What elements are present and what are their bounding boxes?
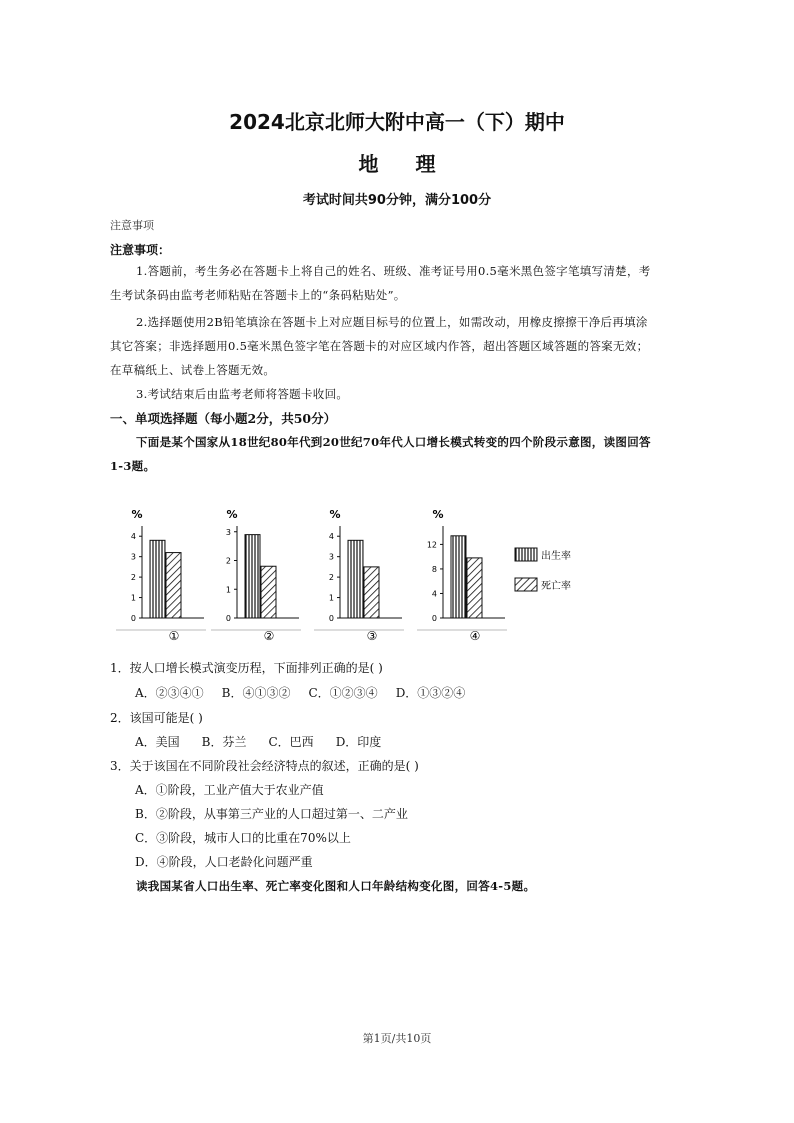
panel-1-stage-label: ① xyxy=(168,629,180,643)
panel-1-y-tick-label: 3 xyxy=(130,552,136,562)
panel-1-y-tick-label: 1 xyxy=(130,593,136,603)
panel-4-unit-label: % xyxy=(432,508,444,521)
panel-3-y-tick-label: 4 xyxy=(328,532,334,542)
panel-2-bar-death-rate xyxy=(261,566,276,618)
panel-1-y-tick-label: 4 xyxy=(130,532,136,542)
section-1-intro-line-1: 下面是某个国家从18世纪80年代到20世纪70年代人口增长模式转变的四个阶段示意图，读图回答 xyxy=(136,435,651,449)
exam-info: 考试时间共90分钟，满分100分 xyxy=(302,193,492,208)
panel-1-bar-death-rate xyxy=(166,553,181,618)
panel-2-bar-birth-rate xyxy=(245,535,260,618)
notice-item-2-line-1: 2.选择题使用2B铅笔填涂在答题卡上对应题目标号的位置上，如需改动，用橡皮擦擦干净后再填涂 xyxy=(136,315,648,329)
page-title: 2024北京北师大附中高一（下）期中 xyxy=(229,110,565,134)
question-3-option-c[interactable]: C．③阶段，城市人口的比重在70%以上 xyxy=(135,831,351,845)
section-1-heading: 一、单项选择题（每小题2分，共50分） xyxy=(110,411,337,426)
question-3-stem: 3．关于该国在不同阶段社会经济特点的叙述，正确的是( ) xyxy=(110,759,419,773)
notice-small-label: 注意事项 xyxy=(110,219,154,232)
question-1-option-b[interactable]: B．④①③② xyxy=(221,686,291,700)
panel-4-y-tick-label: 8 xyxy=(431,564,437,574)
panel-2-y-tick-label: 0 xyxy=(225,614,231,623)
panel-2-unit-label: % xyxy=(226,508,238,521)
notice-item-2-line-3: 在草稿纸上、试卷上答题无效。 xyxy=(110,363,276,377)
panel-2-stage-label: ② xyxy=(263,629,275,643)
panel-2-y-tick-label: 3 xyxy=(225,527,231,537)
panel-4-y-tick-label: 12 xyxy=(426,540,437,550)
notice-heading: 注意事项： xyxy=(110,243,171,257)
question-3-option-a[interactable]: A．①阶段，工业产值大于农业产值 xyxy=(135,783,324,797)
panel-1-bar-birth-rate xyxy=(150,540,165,618)
page-number: 第1页/共10页 xyxy=(362,1032,432,1045)
panel-4-y-tick-label: 4 xyxy=(431,589,437,599)
legend-birth-rate-label: 出生率 xyxy=(541,551,571,562)
panel-3-y-tick-label: 0 xyxy=(328,614,334,623)
panel-3-bar-death-rate xyxy=(364,567,379,618)
panel-3-bar-birth-rate xyxy=(348,540,363,618)
notice-item-2-line-2: 其它答案；非选择题用0.5毫米黑色签字笔在答题卡的对应区域内作答，超出答题区域答题的答案无效； xyxy=(110,339,649,353)
question-2-option-a[interactable]: A．美国 xyxy=(135,735,180,749)
panel-2-y-tick-label: 2 xyxy=(225,556,231,566)
question-2-option-d[interactable]: D．印度 xyxy=(335,735,382,749)
notice-item-1-line-2: 生考试条码由监考老师粘贴在答题卡上的“条码粘贴处”。 xyxy=(110,288,406,302)
next-questions-intro: 读我国某省人口出生率、死亡率变化图和人口年龄结构变化图，回答4-5题。 xyxy=(136,879,536,893)
panel-4-bar-death-rate xyxy=(467,558,482,618)
question-1-option-a[interactable]: A．②③④① xyxy=(135,686,204,700)
legend-death-rate-label: 死亡率 xyxy=(541,581,571,592)
panel-3-unit-label: % xyxy=(329,508,341,521)
legend-death-rate-swatch xyxy=(515,578,537,591)
panel-2-y-tick-label: 1 xyxy=(225,585,231,595)
section-1-intro-line-2: 1-3题。 xyxy=(110,459,156,473)
panel-4-bar-birth-rate xyxy=(451,536,466,618)
panel-1-unit-label: % xyxy=(131,508,143,521)
question-3-option-b[interactable]: B．②阶段，从事第三产业的人口超过第一、二产业 xyxy=(135,807,408,821)
panel-3-y-tick-label: 1 xyxy=(328,593,334,603)
question-1-options xyxy=(135,684,483,701)
question-1-option-d[interactable]: D．①③②④ xyxy=(395,686,466,700)
question-2-option-b[interactable]: B．芬兰 xyxy=(201,735,247,749)
question-2-options xyxy=(135,733,399,750)
panel-3-stage-label: ③ xyxy=(366,629,378,643)
question-2-stem: 2．该国可能是( ) xyxy=(110,711,203,725)
question-1-option-c[interactable]: C．①②③④ xyxy=(308,686,378,700)
notice-item-3: 3.考试结束后由监考老师将答题卡收回。 xyxy=(136,387,349,401)
question-3-option-d[interactable]: D．④阶段，人口老龄化问题严重 xyxy=(135,855,313,869)
panel-1-y-tick-label: 2 xyxy=(130,573,136,583)
panel-4-stage-label: ④ xyxy=(469,629,481,643)
legend-birth-rate-swatch xyxy=(515,548,537,561)
question-2-option-c[interactable]: C．巴西 xyxy=(268,735,314,749)
subject-title: 地 理 xyxy=(358,152,436,176)
population-stage-chart xyxy=(110,488,590,650)
panel-3-y-tick-label: 3 xyxy=(328,552,334,562)
panel-1-y-tick-label: 0 xyxy=(130,614,136,623)
panel-4-y-tick-label: 0 xyxy=(431,614,437,623)
question-1-stem: 1．按人口增长模式演变历程，下面排列正确的是( ) xyxy=(110,661,383,675)
panel-3-y-tick-label: 2 xyxy=(328,573,334,583)
notice-item-1-line-1: 1.答题前，考生务必在答题卡上将自己的姓名、班级、准考证号用0.5毫米黑色签字笔填写清楚，考 xyxy=(136,264,651,278)
